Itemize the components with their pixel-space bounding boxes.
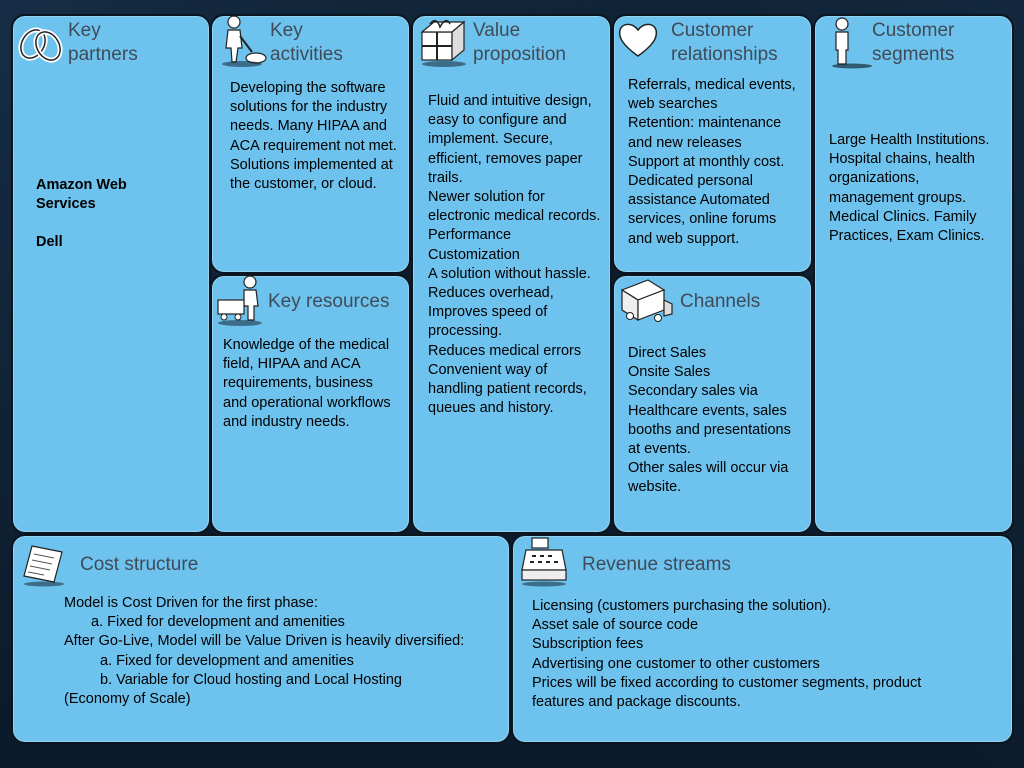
customer-relationships-title: Customer relationships [671,20,778,65]
customer-relationships-text: Referrals, medical events, web searches Retention: maintenance and new releases Support at monthly cost. Dedicated personal assistance Automated services, online forums and web support. [628,77,796,247]
receipt-icon [18,542,72,588]
customer-segments-title: Customer segments [872,20,955,65]
person-standing-icon [826,16,872,70]
cost-structure-text: Model is Cost Driven for the first phase: a. Fixed for development and amenities After Go-Live, Model will be Value Driven is heavily diversified: a. Fixed for development and amenities b. Variable for Cloud hosting and Local Hosting (Economy of Scale) [64,595,465,708]
delivery-truck-icon [618,276,674,328]
partner-item: Amazon Web Services [36,177,127,213]
customer-segments-text: Large Health Institutions. Hospital chains, health organizations, management groups. Medical Clinics. Family Practices, Exam Clinics. [829,132,990,245]
worker-vacuum-icon [216,14,268,68]
cash-register-icon [518,536,572,588]
gift-box-icon [416,18,470,68]
heart-icon [616,20,660,60]
revenue-streams-title: Revenue streams [582,554,731,575]
key-partners-title: Key partners [68,20,138,65]
key-resources-text: Knowledge of the medical field, HIPAA and ACA requirements, business and operational workflows and industry needs. [223,337,391,430]
key-activities-text: Developing the software solutions for the industry needs. Many HIPAA and ACA requirement not met. Solutions implemented at the customer, or cloud. [230,80,397,193]
chain-link-icon [16,22,66,66]
key-partners-list [36,176,186,253]
worker-cart-icon [214,274,268,326]
value-proposition-title: Value proposition [473,20,566,65]
channels-title: Channels [680,291,761,312]
partner-item: Dell [36,234,63,251]
value-proposition-text: Fluid and intuitive design, easy to configure and implement. Secure, efficient, removes paper trails. Newer solution for electronic medical records. Performance Customization A solution without hassle. Reduces overhead, Improves speed of processing. Reduces medical errors Convenient way of handling patient records, queues and history. [428,93,601,417]
key-partners-box [11,14,211,534]
key-resources-title: Key resources [268,291,390,312]
cost-structure-title: Cost structure [80,554,199,575]
revenue-streams-text: Licensing (customers purchasing the solution). Asset sale of source code Subscription fees Advertising one customer to other customers Prices will be fixed according to customer segments, product features and package discounts. [532,598,922,711]
customer-segments-box [813,14,1014,534]
channels-text: Direct Sales Onsite Sales Secondary sales via Healthcare events, sales booths and presentations at events. Other sales will occur via website. [628,345,791,496]
key-activities-title: Key activities [270,20,343,65]
